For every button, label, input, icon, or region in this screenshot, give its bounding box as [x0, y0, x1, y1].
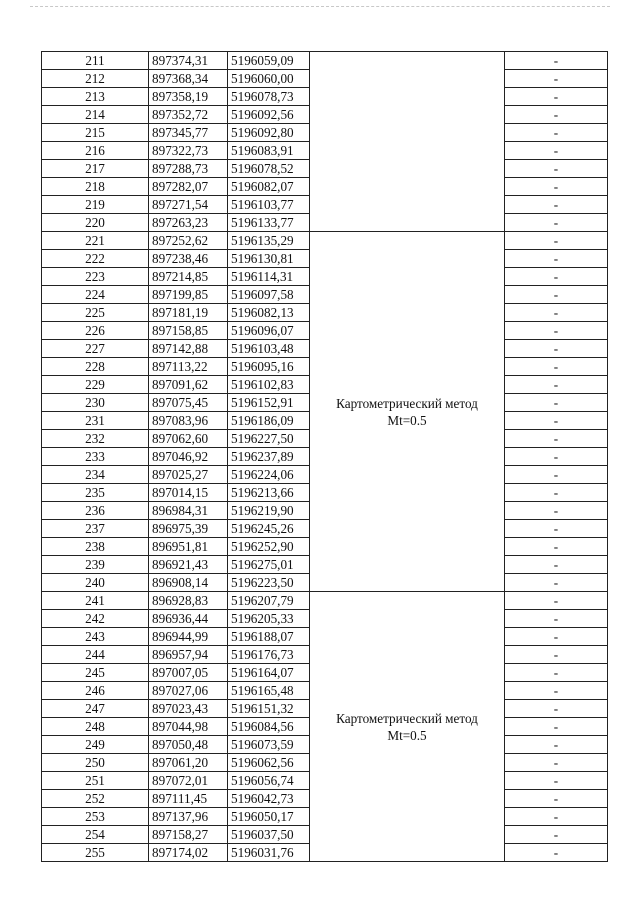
y-coordinate-cell: 5196078,73 — [228, 88, 310, 106]
y-coordinate-cell: 5196097,58 — [228, 286, 310, 304]
y-coordinate-cell: 5196062,56 — [228, 754, 310, 772]
dash-cell: - — [505, 700, 608, 718]
point-number-cell: 238 — [42, 538, 149, 556]
y-coordinate-cell: 5196095,16 — [228, 358, 310, 376]
x-coordinate-cell: 897061,20 — [149, 754, 228, 772]
y-coordinate-cell: 5196031,76 — [228, 844, 310, 862]
y-coordinate-cell: 5196227,50 — [228, 430, 310, 448]
point-number-cell: 253 — [42, 808, 149, 826]
dash-cell: - — [505, 394, 608, 412]
y-coordinate-cell: 5196082,07 — [228, 178, 310, 196]
x-coordinate-cell: 896944,99 — [149, 628, 228, 646]
x-coordinate-cell: 897271,54 — [149, 196, 228, 214]
point-number-cell: 226 — [42, 322, 149, 340]
y-coordinate-cell: 5196103,77 — [228, 196, 310, 214]
x-coordinate-cell: 897345,77 — [149, 124, 228, 142]
y-coordinate-cell: 5196151,32 — [228, 700, 310, 718]
point-number-cell: 222 — [42, 250, 149, 268]
x-coordinate-cell: 897374,31 — [149, 52, 228, 70]
dash-cell: - — [505, 178, 608, 196]
x-coordinate-cell: 896928,83 — [149, 592, 228, 610]
x-coordinate-cell: 896984,31 — [149, 502, 228, 520]
y-coordinate-cell: 5196078,52 — [228, 160, 310, 178]
point-number-cell: 241 — [42, 592, 149, 610]
dash-cell: - — [505, 160, 608, 178]
dash-cell: - — [505, 574, 608, 592]
dash-cell: - — [505, 826, 608, 844]
point-number-cell: 248 — [42, 718, 149, 736]
y-coordinate-cell: 5196114,31 — [228, 268, 310, 286]
x-coordinate-cell: 897282,07 — [149, 178, 228, 196]
point-number-cell: 254 — [42, 826, 149, 844]
x-coordinate-cell: 897238,46 — [149, 250, 228, 268]
x-coordinate-cell: 897322,73 — [149, 142, 228, 160]
x-coordinate-cell: 897214,85 — [149, 268, 228, 286]
point-number-cell: 221 — [42, 232, 149, 250]
x-coordinate-cell: 897050,48 — [149, 736, 228, 754]
point-number-cell: 236 — [42, 502, 149, 520]
point-number-cell: 250 — [42, 754, 149, 772]
dash-cell: - — [505, 682, 608, 700]
x-coordinate-cell: 896936,44 — [149, 610, 228, 628]
dash-cell: - — [505, 250, 608, 268]
x-coordinate-cell: 897137,96 — [149, 808, 228, 826]
point-number-cell: 216 — [42, 142, 149, 160]
point-number-cell: 212 — [42, 70, 149, 88]
y-coordinate-cell: 5196084,56 — [228, 718, 310, 736]
x-coordinate-cell: 897044,98 — [149, 718, 228, 736]
dash-cell: - — [505, 340, 608, 358]
coordinates-table-body — [42, 52, 608, 862]
x-coordinate-cell: 896975,39 — [149, 520, 228, 538]
point-number-cell: 255 — [42, 844, 149, 862]
point-number-cell: 251 — [42, 772, 149, 790]
dash-cell: - — [505, 718, 608, 736]
x-coordinate-cell: 896951,81 — [149, 538, 228, 556]
y-coordinate-cell: 5196060,00 — [228, 70, 310, 88]
point-number-cell: 211 — [42, 52, 149, 70]
point-number-cell: 215 — [42, 124, 149, 142]
dash-cell: - — [505, 52, 608, 70]
dash-cell: - — [505, 88, 608, 106]
point-number-cell: 218 — [42, 178, 149, 196]
y-coordinate-cell: 5196213,66 — [228, 484, 310, 502]
x-coordinate-cell: 897199,85 — [149, 286, 228, 304]
x-coordinate-cell: 897083,96 — [149, 412, 228, 430]
method-text-line: Mt=0.5 — [387, 412, 427, 428]
dash-cell: - — [505, 538, 608, 556]
dash-cell: - — [505, 790, 608, 808]
x-coordinate-cell: 896921,43 — [149, 556, 228, 574]
x-coordinate-cell: 897113,22 — [149, 358, 228, 376]
point-number-cell: 219 — [42, 196, 149, 214]
point-number-cell: 224 — [42, 286, 149, 304]
x-coordinate-cell: 897288,73 — [149, 160, 228, 178]
dash-cell: - — [505, 322, 608, 340]
y-coordinate-cell: 5196056,74 — [228, 772, 310, 790]
point-number-cell: 252 — [42, 790, 149, 808]
point-number-cell: 235 — [42, 484, 149, 502]
dash-cell: - — [505, 142, 608, 160]
dash-cell: - — [505, 628, 608, 646]
y-coordinate-cell: 5196186,09 — [228, 412, 310, 430]
dash-cell: - — [505, 484, 608, 502]
y-coordinate-cell: 5196103,48 — [228, 340, 310, 358]
x-coordinate-cell: 896908,14 — [149, 574, 228, 592]
x-coordinate-cell: 897352,72 — [149, 106, 228, 124]
dash-cell: - — [505, 772, 608, 790]
x-coordinate-cell: 897023,43 — [149, 700, 228, 718]
y-coordinate-cell: 5196152,91 — [228, 394, 310, 412]
table-row — [42, 52, 608, 70]
dash-cell: - — [505, 412, 608, 430]
x-coordinate-cell: 897025,27 — [149, 466, 228, 484]
method-text-line: Картометрический метод — [336, 710, 478, 726]
y-coordinate-cell: 5196165,48 — [228, 682, 310, 700]
x-coordinate-cell: 897368,34 — [149, 70, 228, 88]
y-coordinate-cell: 5196188,07 — [228, 628, 310, 646]
point-number-cell: 228 — [42, 358, 149, 376]
y-coordinate-cell: 5196133,77 — [228, 214, 310, 232]
y-coordinate-cell: 5196037,50 — [228, 826, 310, 844]
y-coordinate-cell: 5196205,33 — [228, 610, 310, 628]
point-number-cell: 223 — [42, 268, 149, 286]
y-coordinate-cell: 5196135,29 — [228, 232, 310, 250]
dash-cell: - — [505, 304, 608, 322]
dash-cell: - — [505, 610, 608, 628]
point-number-cell: 249 — [42, 736, 149, 754]
dash-cell: - — [505, 286, 608, 304]
point-number-cell: 234 — [42, 466, 149, 484]
y-coordinate-cell: 5196275,01 — [228, 556, 310, 574]
x-coordinate-cell: 897062,60 — [149, 430, 228, 448]
y-coordinate-cell: 5196102,83 — [228, 376, 310, 394]
point-number-cell: 237 — [42, 520, 149, 538]
dash-cell: - — [505, 646, 608, 664]
x-coordinate-cell: 897252,62 — [149, 232, 228, 250]
dash-cell: - — [505, 736, 608, 754]
dash-cell: - — [505, 70, 608, 88]
point-number-cell: 240 — [42, 574, 149, 592]
dash-cell: - — [505, 520, 608, 538]
y-coordinate-cell: 5196219,90 — [228, 502, 310, 520]
dash-cell: - — [505, 844, 608, 862]
x-coordinate-cell: 897142,88 — [149, 340, 228, 358]
x-coordinate-cell: 897158,27 — [149, 826, 228, 844]
point-number-cell: 243 — [42, 628, 149, 646]
method-text-line: Картометрический метод — [336, 395, 478, 411]
dash-cell: - — [505, 448, 608, 466]
y-coordinate-cell: 5196092,56 — [228, 106, 310, 124]
x-coordinate-cell: 897046,92 — [149, 448, 228, 466]
point-number-cell: 225 — [42, 304, 149, 322]
dash-cell: - — [505, 502, 608, 520]
y-coordinate-cell: 5196083,91 — [228, 142, 310, 160]
x-coordinate-cell: 897358,19 — [149, 88, 228, 106]
y-coordinate-cell: 5196096,07 — [228, 322, 310, 340]
dash-cell: - — [505, 232, 608, 250]
y-coordinate-cell: 5196223,50 — [228, 574, 310, 592]
dash-cell: - — [505, 268, 608, 286]
point-number-cell: 233 — [42, 448, 149, 466]
point-number-cell: 245 — [42, 664, 149, 682]
x-coordinate-cell: 897007,05 — [149, 664, 228, 682]
x-coordinate-cell: 897091,62 — [149, 376, 228, 394]
y-coordinate-cell: 5196059,09 — [228, 52, 310, 70]
point-number-cell: 229 — [42, 376, 149, 394]
y-coordinate-cell: 5196224,06 — [228, 466, 310, 484]
dash-cell: - — [505, 592, 608, 610]
table-row — [42, 232, 608, 250]
y-coordinate-cell: 5196207,79 — [228, 592, 310, 610]
method-cell — [310, 592, 505, 862]
scan-edge-line — [30, 6, 610, 8]
x-coordinate-cell: 896957,94 — [149, 646, 228, 664]
point-number-cell: 220 — [42, 214, 149, 232]
point-number-cell: 239 — [42, 556, 149, 574]
y-coordinate-cell: 5196245,26 — [228, 520, 310, 538]
dash-cell: - — [505, 466, 608, 484]
x-coordinate-cell: 897075,45 — [149, 394, 228, 412]
dash-cell: - — [505, 358, 608, 376]
y-coordinate-cell: 5196073,59 — [228, 736, 310, 754]
dash-cell: - — [505, 214, 608, 232]
point-number-cell: 246 — [42, 682, 149, 700]
y-coordinate-cell: 5196252,90 — [228, 538, 310, 556]
y-coordinate-cell: 5196176,73 — [228, 646, 310, 664]
y-coordinate-cell: 5196050,17 — [228, 808, 310, 826]
y-coordinate-cell: 5196164,07 — [228, 664, 310, 682]
dash-cell: - — [505, 754, 608, 772]
dash-cell: - — [505, 124, 608, 142]
x-coordinate-cell: 897014,15 — [149, 484, 228, 502]
x-coordinate-cell: 897027,06 — [149, 682, 228, 700]
point-number-cell: 230 — [42, 394, 149, 412]
method-text-line: Mt=0.5 — [387, 727, 427, 743]
x-coordinate-cell: 897181,19 — [149, 304, 228, 322]
x-coordinate-cell: 897158,85 — [149, 322, 228, 340]
point-number-cell: 232 — [42, 430, 149, 448]
dash-cell: - — [505, 376, 608, 394]
y-coordinate-cell: 5196130,81 — [228, 250, 310, 268]
y-coordinate-cell: 5196237,89 — [228, 448, 310, 466]
point-number-cell: 217 — [42, 160, 149, 178]
point-number-cell: 214 — [42, 106, 149, 124]
dash-cell: - — [505, 664, 608, 682]
dash-cell: - — [505, 808, 608, 826]
dash-cell: - — [505, 106, 608, 124]
x-coordinate-cell: 897174,02 — [149, 844, 228, 862]
point-number-cell: 213 — [42, 88, 149, 106]
dash-cell: - — [505, 196, 608, 214]
x-coordinate-cell: 897111,45 — [149, 790, 228, 808]
method-cell — [310, 232, 505, 592]
table-row — [42, 592, 608, 610]
dash-cell: - — [505, 556, 608, 574]
point-number-cell: 247 — [42, 700, 149, 718]
point-number-cell: 242 — [42, 610, 149, 628]
dash-cell: - — [505, 430, 608, 448]
point-number-cell: 227 — [42, 340, 149, 358]
y-coordinate-cell: 5196042,73 — [228, 790, 310, 808]
y-coordinate-cell: 5196082,13 — [228, 304, 310, 322]
x-coordinate-cell: 897263,23 — [149, 214, 228, 232]
point-number-cell: 231 — [42, 412, 149, 430]
y-coordinate-cell: 5196092,80 — [228, 124, 310, 142]
coordinates-table — [41, 51, 608, 862]
method-cell — [310, 52, 505, 232]
point-number-cell: 244 — [42, 646, 149, 664]
x-coordinate-cell: 897072,01 — [149, 772, 228, 790]
